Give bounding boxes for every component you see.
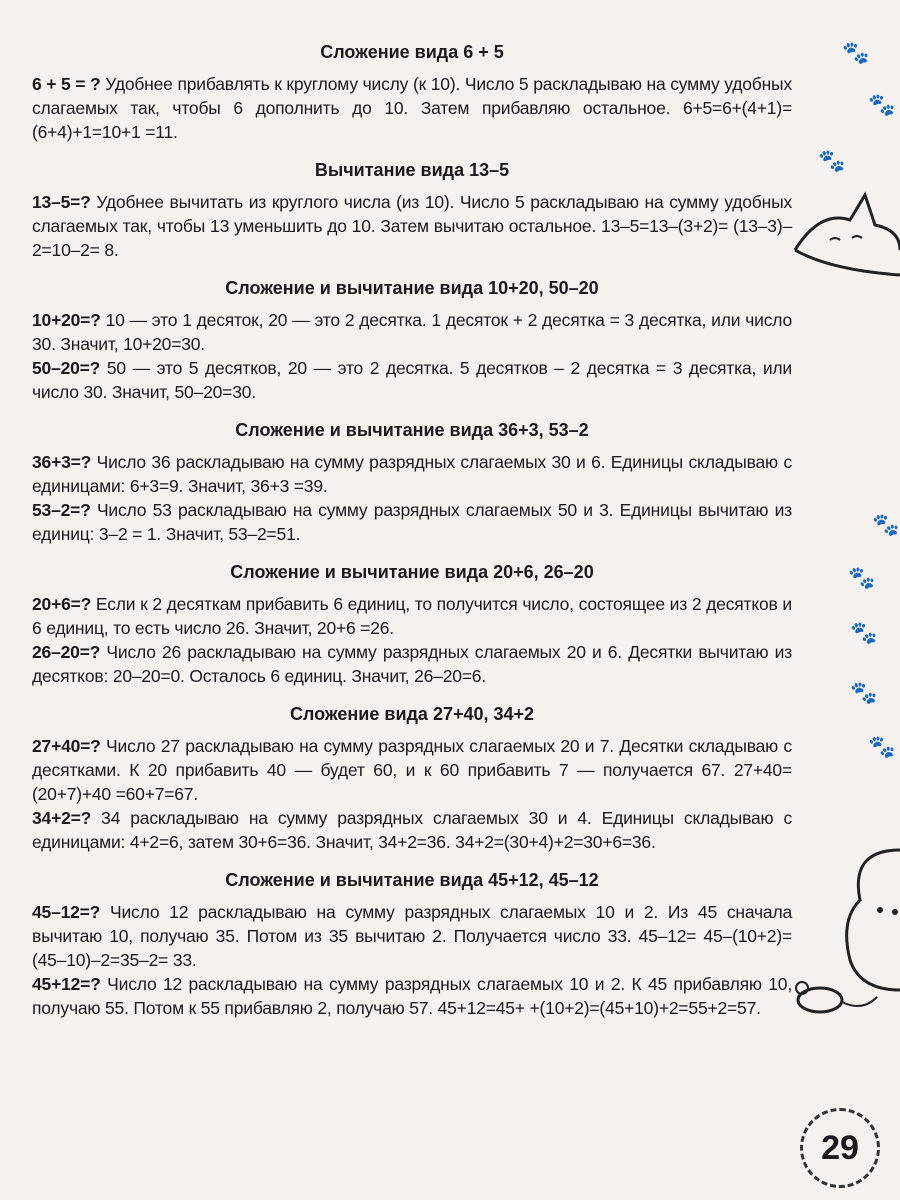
example-paragraph [32,190,792,262]
paw-print-icon: 🐾 [850,680,878,705]
paw-print-icon: 🐾 [848,565,876,590]
explanation-text: Число 12 раскладываю на сумму разрядных слагаемых 10 и 2. Из 45 сначала вычитаю 10, получаю 35. Потом из 35 вычитаю 2. Получается число 33. 45–12= 45–(10+2)=(45–10)–2=35–2= 33. [32,902,792,970]
page-number: 29 [800,1108,880,1188]
example-paragraph [32,72,792,144]
example-expression: 27+40=? [32,736,101,756]
section-heading: Сложение и вычитание вида 20+6, 26–20 [230,562,594,582]
explanation-text: Число 53 раскладываю на сумму разрядных слагаемых 50 и 3. Единицы вычитаю из единиц: 3–2 = 1. Значит, 53–2=51. [32,500,792,544]
paw-print-icon: 🐾 [868,734,896,759]
example-paragraph [32,640,792,688]
section-heading: Сложение вида 27+40, 34+2 [289,704,535,724]
example-paragraph [32,734,792,806]
section-heading: Сложение и вычитание вида 45+12, 45–12 [225,870,599,890]
example-paragraph [32,900,792,972]
explanation-text: Удобнее вычитать из круглого числа (из 10). Число 5 раскладываю на сумму удобных слагаемых так, чтобы 13 уменьшить до 10. Затем вычитаю остальное. 13–5=13–(3+2)= (13–3)–2=10–2= 8. [32,192,792,260]
section-heading: Сложение и вычитание вида 36+3, 53–2 [235,420,589,440]
example-expression: 10+20=? [32,310,101,330]
paw-print-icon: 🐾 [850,620,878,645]
example-expression: 50–20=? [32,358,101,378]
example-expression: 20+6=? [32,594,92,614]
example-expression: 13–5=? [32,192,91,212]
explanation-text: 50 — это 5 десятков, 20 — это 2 десятка. 5 десятков – 2 десятка = 3 десятка, или число 30. Значит, 50–20=30. [32,358,792,402]
example-paragraph [32,972,792,1020]
section [32,560,792,688]
explanation-text: Если к 2 десяткам прибавить 6 единиц, то получится число, состоящее из 2 десятков и 6 единиц, то есть число 26. Значит, 20+6 =26. [32,594,792,638]
example-paragraph [32,356,792,404]
example-paragraph [32,592,792,640]
example-expression: 34+2=? [32,808,92,828]
cat-mouse-illustration [780,840,900,1040]
section [32,276,792,404]
section [32,40,792,144]
explanation-text: Число 12 раскладываю на сумму разрядных слагаемых 10 и 2. К 45 прибавляю 10, получаю 55. Потом к 55 прибавляю 2, получаю 57. 45+12=45+ +(10+2)=(45+10)+2=55+2=57. [32,974,792,1018]
explanation-text: Удобнее прибавлять к круглому числу (к 10). Число 5 раскладываю на сумму удобных слагаемых так, чтобы 6 дополнить до 10. Затем прибавляю остальное. 6+5=6+(4+1)=(6+4)+1=10+1 =11. [32,74,792,142]
section [32,418,792,546]
paw-print-icon: 🐾 [872,512,900,537]
explanation-text: Число 26 раскладываю на сумму разрядных слагаемых 20 и 6. Десятки вычитаю из десятков: 20–20=0. Осталось 6 единиц. Значит, 26–20=6. [32,642,792,686]
cat-illustration [790,190,900,300]
page-content [32,40,792,1034]
explanation-text: 10 — это 1 десяток, 20 — это 2 десятка. 1 десяток + 2 десятка = 3 десятка, или число 30. Значит, 10+20=30. [32,310,792,354]
paw-print-icon: 🐾 [818,148,846,173]
paw-print-icon: 🐾 [868,92,896,117]
example-paragraph [32,308,792,356]
example-expression: 45–12=? [32,902,101,922]
example-expression: 53–2=? [32,500,91,520]
paw-print-icon: 🐾 [842,40,870,65]
section [32,868,792,1020]
section [32,158,792,262]
explanation-text: Число 27 раскладываю на сумму разрядных слагаемых 20 и 7. Десятки складываю с десятками. К 20 прибавить 40 — будет 60, и к 60 прибавить 7 — получается 67. 27+40=(20+7)+40 =60+7=67. [32,736,792,804]
example-expression: 26–20=? [32,642,101,662]
example-paragraph [32,498,792,546]
example-paragraph [32,450,792,498]
example-expression: 36+3=? [32,452,92,472]
example-paragraph [32,806,792,854]
section-heading: Вычитание вида 13–5 [314,160,510,180]
example-expression: 6 + 5 = ? [32,74,101,94]
section-heading: Сложение и вычитание вида 10+20, 50–20 [225,278,599,298]
section [32,702,792,854]
explanation-text: Число 36 раскладываю на сумму разрядных слагаемых 30 и 6. Единицы складываю с единицами: 6+3=9. Значит, 36+3 =39. [32,452,792,496]
section-heading: Сложение вида 6 + 5 [320,42,504,62]
example-expression: 45+12=? [32,974,101,994]
explanation-text: 34 раскладываю на сумму разрядных слагаемых 30 и 4. Единицы складываю с единицами: 4+2=6, затем 30+6=36. Значит, 34+2=36. 34+2=(30+4)+2=30+6=36. [32,808,792,852]
